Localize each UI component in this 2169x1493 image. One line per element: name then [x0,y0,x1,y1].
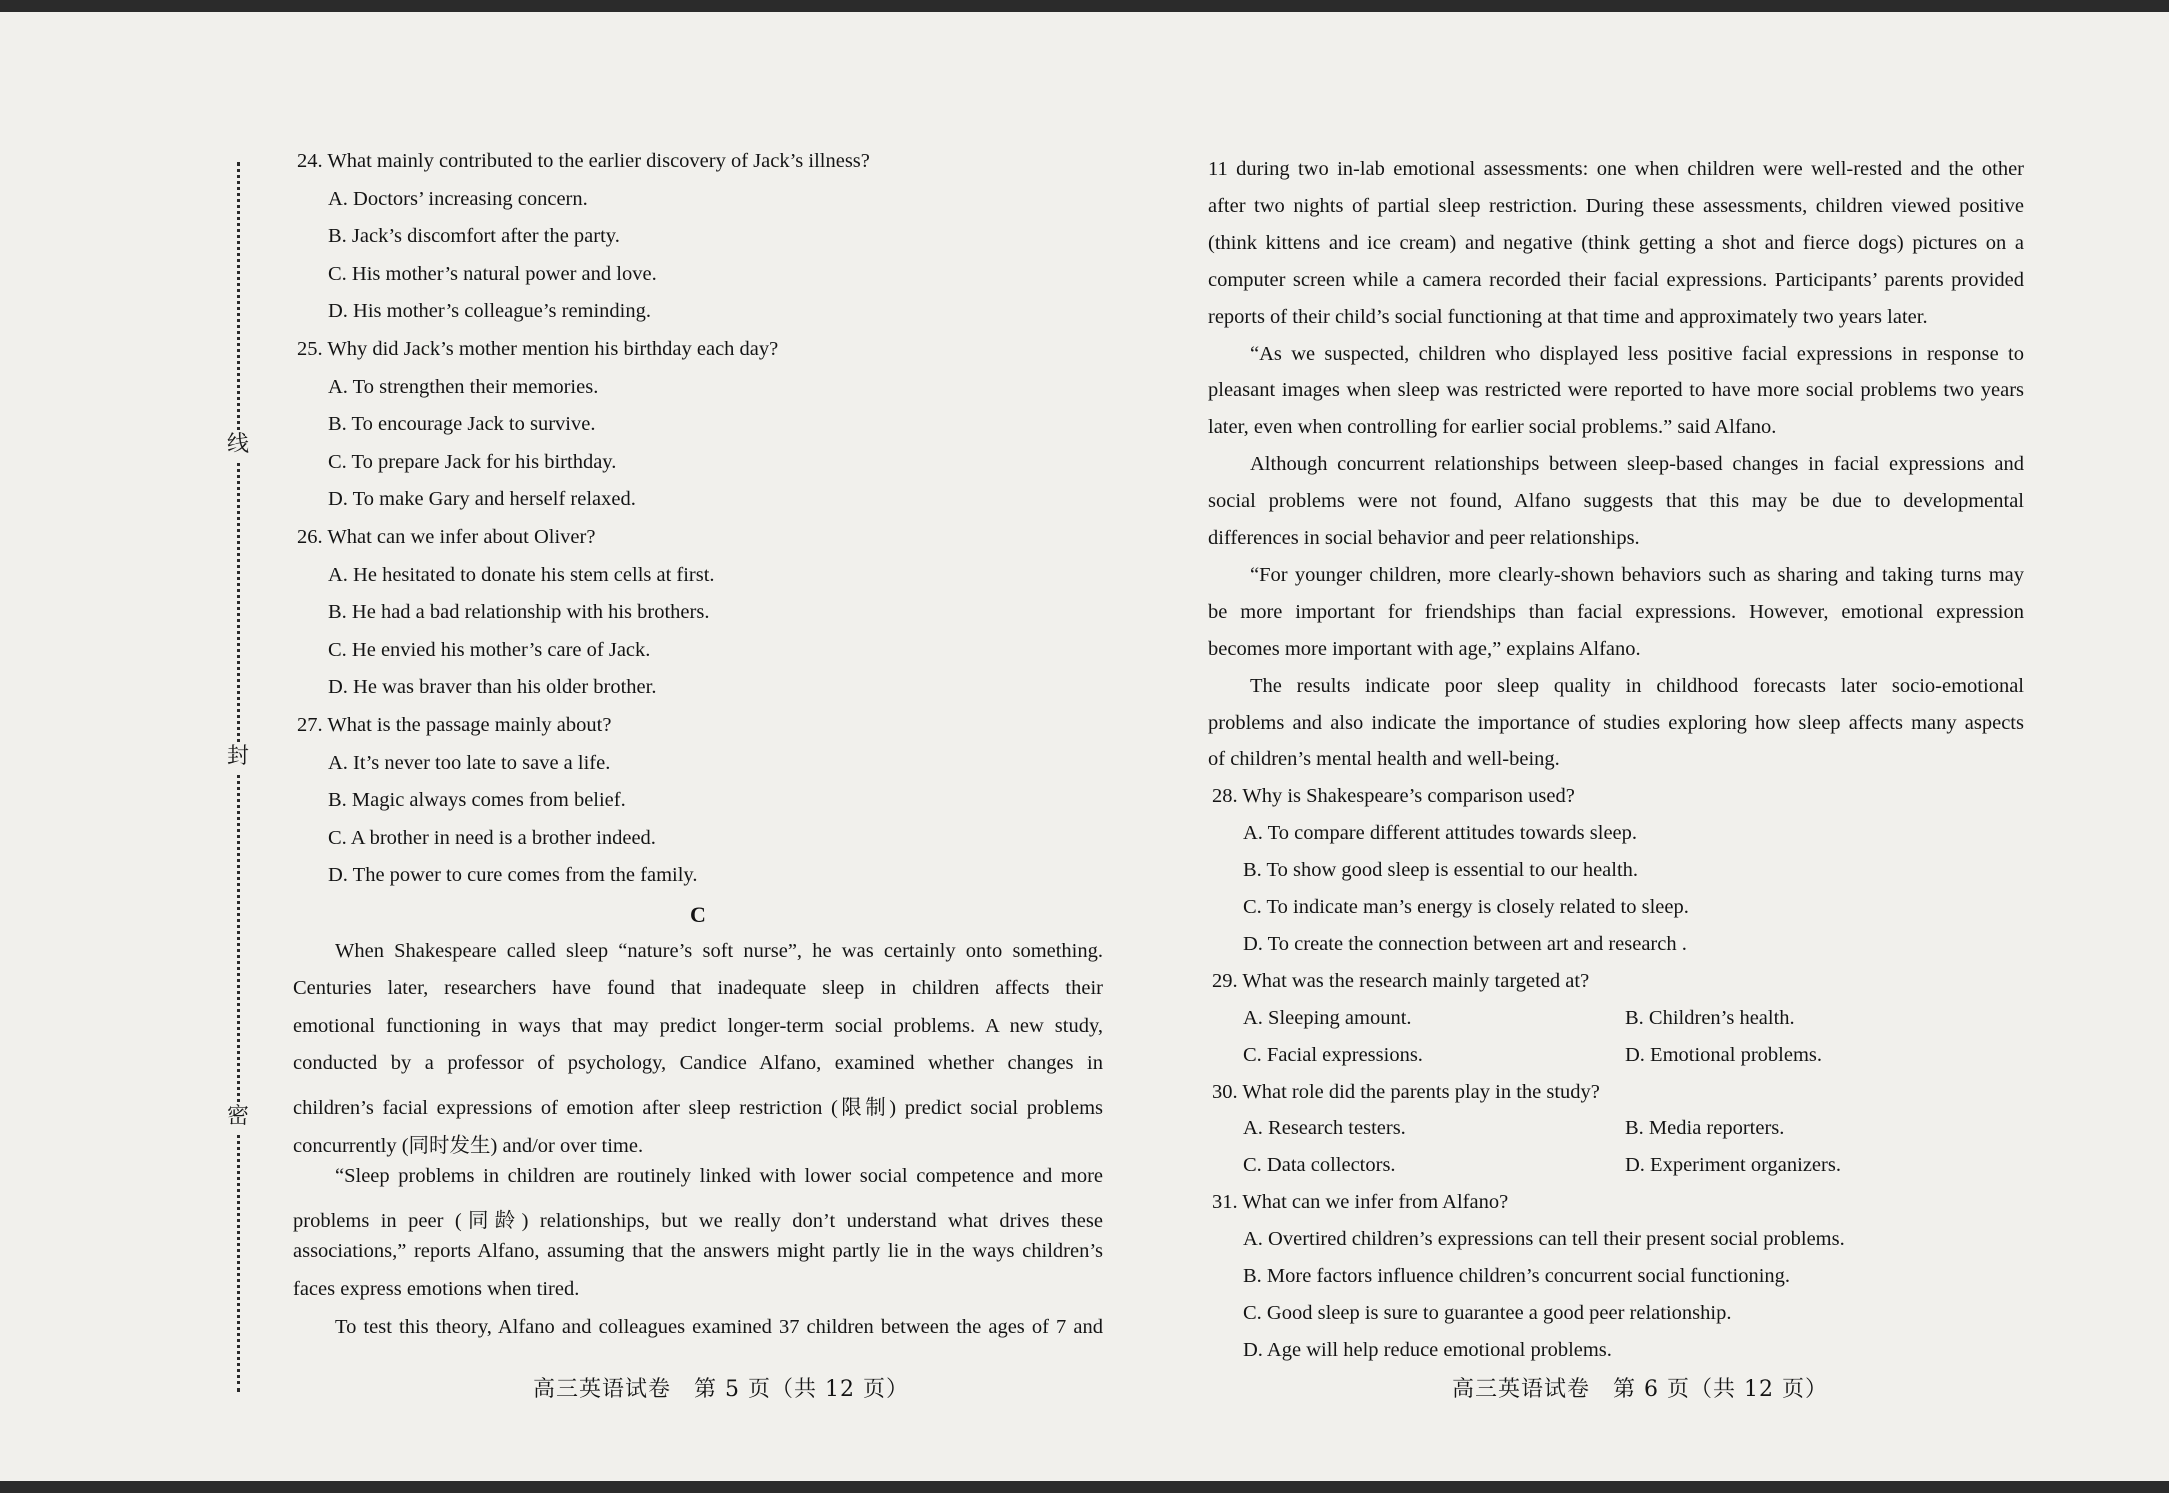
passage-line: When Shakespeare called sleep “nature’s soft nurse”, he was certainly onto something. [335,939,1103,962]
answer-option: B. He had a bad relationship with his brothers. [328,601,710,624]
passage-line: “For younger children, more clearly-shown behaviors such as sharing and taking turns may [1250,563,2024,586]
passage-line: “As we suspected, children who displayed less positive facial expressions in response to [1250,342,2024,365]
answer-option: B. Media reporters. [1625,1117,1785,1140]
passage-line: problems in peer (同龄) relationships, but we really don’t understand what drives these [293,1209,1103,1232]
question-stem: 31. What can we infer from Alfano? [1212,1191,1509,1214]
passage-line: Although concurrent relationships between sleep-based changes in facial expressions and [1250,453,2024,476]
answer-option: C. To indicate man’s energy is closely related to sleep. [1243,896,1689,918]
passage-line: faces express emotions when tired. [293,1278,580,1300]
answer-option: C. A brother in need is a brother indeed. [328,826,656,849]
passage-line: later, even when controlling for earlier social problems.” said Alfano. [1208,416,1777,439]
passage-line: of children’s mental health and well-being. [1208,748,1560,771]
answer-option: B. Jack’s discomfort after the party. [328,225,620,248]
answer-option: A. Research testers. [1243,1117,1406,1140]
passage-line: The results indicate poor sleep quality in childhood forecasts later socio-emotional [1250,674,2024,697]
passage-line: 11 during two in-lab emotional assessments: one when children were well-rested and the other [1208,158,2024,180]
answer-option: B. Children’s health. [1625,1006,1795,1029]
answer-option: B. Magic always comes from belief. [328,789,626,812]
passage-line: pleasant images when sleep was restricted were reported to have more social problems two years [1208,379,2024,402]
binding-strip [228,162,248,1392]
passage-line: Centuries later, researchers have found that inadequate sleep in children affects their [293,977,1103,1000]
binding-mark-seal: 封 [224,742,252,772]
answer-option: A. To strengthen their memories. [328,375,599,398]
question-stem: 28. Why is Shakespeare’s comparison used? [1212,785,1575,808]
answer-option: A. Overtired children’s expressions can tell their present social problems. [1243,1228,1845,1251]
passage-line: problems and also indicate the importance of studies exploring how sleep affects many aspects [1208,711,2024,734]
answer-option: A. He hesitated to donate his stem cells at first. [328,563,715,586]
binding-mark-line: 线 [224,430,252,460]
passage-line: differences in social behavior and peer relationships. [1208,527,1640,549]
question-stem: 27. What is the passage mainly about? [297,714,612,736]
question-stem: 25. Why did Jack’s mother mention his birthday each day? [297,338,779,360]
answer-option: C. Good sleep is sure to guarantee a good peer relationship. [1243,1301,1732,1324]
answer-option: C. He envied his mother’s care of Jack. [328,638,651,661]
passage-line: conducted by a professor of psychology, Candice Alfano, examined whether changes in [293,1052,1103,1075]
question-stem: 26. What can we infer about Oliver? [297,526,596,548]
passage-line: children’s facial expressions of emotion after sleep restriction (限制) predict social problems [293,1097,1103,1119]
passage-line: (think kittens and ice cream) and negative (think getting a shot and fierce dogs) pictures on a [1208,231,2024,254]
passage-line: after two nights of partial sleep restriction. During these assessments, children viewed positive [1208,194,2024,217]
passage-line: social problems were not found, Alfano suggests that this may be due to developmental [1208,490,2024,513]
answer-option: B. To encourage Jack to survive. [328,413,596,436]
answer-option: C. His mother’s natural power and love. [328,262,657,285]
answer-option: D. His mother’s colleague’s reminding. [328,300,652,323]
scan-edge-bottom [0,1481,2169,1493]
passage-line: associations,” reports Alfano, assuming that the answers might partly lie in the ways children’s [293,1240,1103,1263]
answer-option: D. To make Gary and herself relaxed. [328,488,636,511]
passage-line: emotional functioning in ways that may predict longer-term social problems. A new study, [293,1014,1103,1037]
passage-line: To test this theory, Alfano and colleagues examined 37 children between the ages of 7 and [335,1315,1103,1338]
answer-option: C. Facial expressions. [1243,1043,1423,1066]
right-page-footer: 高三英语试卷 第 6 页（共 12 页） [1452,1377,1828,1402]
answer-option: B. More factors influence children’s concurrent social functioning. [1243,1265,1791,1287]
passage-line: computer screen while a camera recorded their facial expressions. Participants’ parents provided [1208,268,2024,291]
answer-option: D. He was braver than his older brother. [328,676,657,699]
passage-line: concurrently (同时发生) and/or over time. [293,1134,644,1157]
passage-line: reports of their child’s social functioning at that time and approximately two years later. [1208,305,1928,328]
answer-option: A. To compare different attitudes towards sleep. [1243,822,1638,845]
passage-line: becomes more important with age,” explains Alfano. [1208,637,1641,660]
binding-mark-closed: 密 [224,1102,252,1132]
left-page-footer: 高三英语试卷 第 5 页（共 12 页） [533,1377,909,1402]
question-stem: 29. What was the research mainly targeted at? [1212,969,1590,992]
question-stem: 24. What mainly contributed to the earlier discovery of Jack’s illness? [297,150,870,172]
binding-dotted-line [237,162,240,1392]
passage-line: be more important for friendships than facial expressions. However, emotional expression [1208,600,2024,623]
answer-option: D. Age will help reduce emotional problems. [1243,1338,1612,1361]
answer-option: D. Emotional problems. [1625,1043,1823,1066]
scan-edge-top [0,0,2169,12]
answer-option: D. Experiment organizers. [1625,1154,1841,1177]
answer-option: B. To show good sleep is essential to our health. [1243,859,1639,882]
passage-line: “Sleep problems in children are routinely linked with lower social competence and more [335,1165,1103,1188]
answer-option: D. To create the connection between art and research . [1243,932,1687,955]
answer-option: A. Doctors’ increasing concern. [328,187,588,210]
section-heading: C [690,902,706,927]
answer-option: A. It’s never too late to save a life. [328,751,611,774]
answer-option: C. To prepare Jack for his birthday. [328,450,617,473]
answer-option: C. Data collectors. [1243,1154,1396,1177]
question-stem: 30. What role did the parents play in the study? [1212,1080,1600,1103]
answer-option: A. Sleeping amount. [1243,1006,1412,1029]
answer-option: D. The power to cure comes from the family. [328,864,698,887]
